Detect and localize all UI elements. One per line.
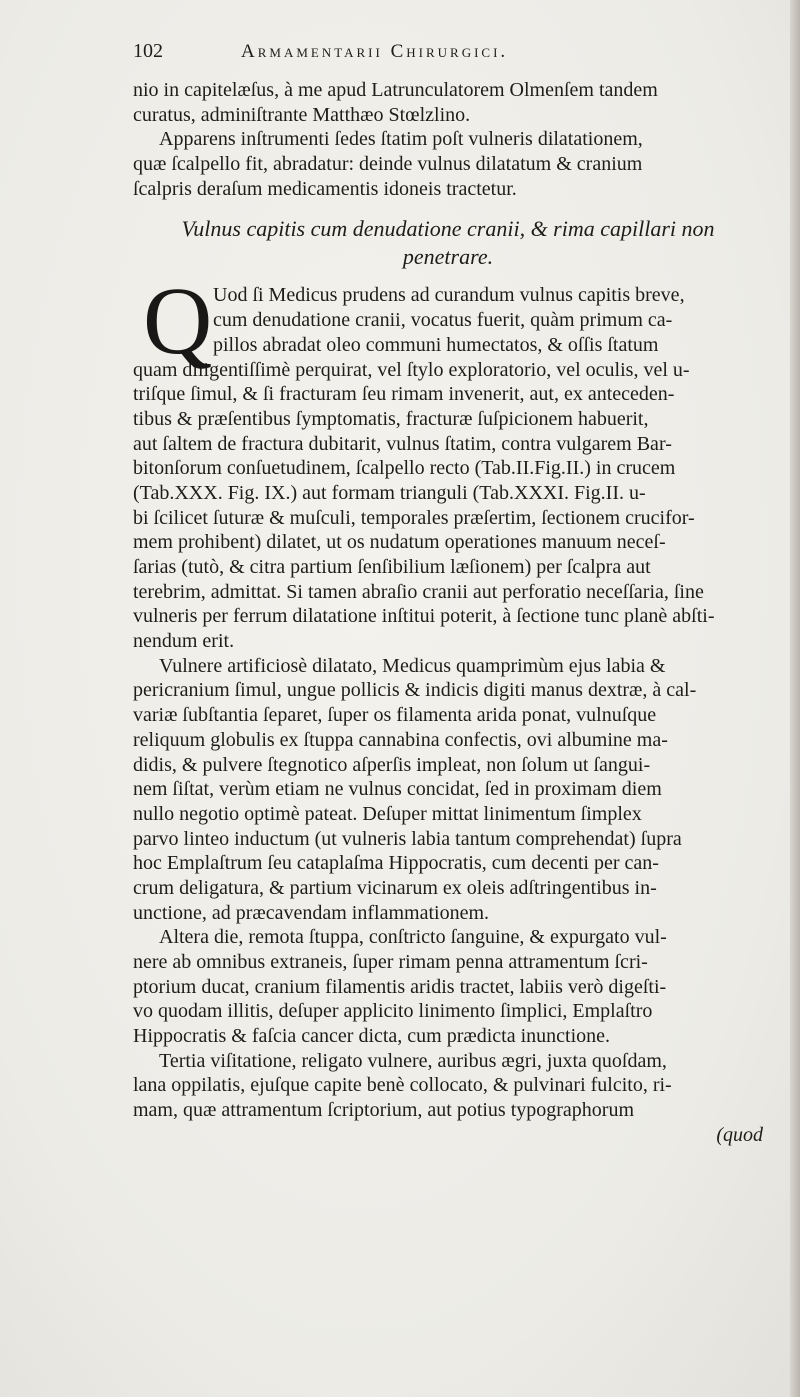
text-line: nio in capitelæſus, à me apud Latrunculatorem Olmenſem tandem [133,79,658,101]
text-line: crum deligatura, & partium vicinarum ex oleis adſtringentibus in- [133,876,657,899]
text-line: mem prohibent) dilatet, ut os nudatum operationes manuum neceſ- [133,531,666,554]
text-line: variæ ſubſtantia ſeparet, ſuper os filamenta arida ponat, vulnuſque [133,704,657,727]
text-line: Apparens inſtrumenti ſedes ſtatim poſt vulneris dilatationem, [159,128,643,151]
paragraph-apparens [133,127,763,201]
text-line: (Tab.XXX. Fig. IX.) aut formam trianguli (Tab.XXXI. Fig.II. u- [133,481,646,504]
page-number: 102 [133,40,163,62]
text-line: bitonſorum conſuetudinem, ſcalpello recto (Tab.II.Fig.II.) in crucem [133,457,676,480]
text-line: Hippocratis & faſcia cancer dicta, cum prædicta inunctione. [133,1025,611,1048]
text-line: parvo linteo inductum (ut vulneris labia tantum comprehendat) ſupra [133,827,682,850]
paragraph-quod [133,267,763,653]
text-line: ſarias (tutò, & citra partium ſenſibilium læſionem) per ſcalpra aut [133,556,651,578]
text-line: ſcalpris deraſum medicamentis idoneis tractetur. [133,177,517,200]
text-line: reliquum globulis ex ſtuppa cannabina confectis, ovi albumine ma- [133,728,668,751]
text-line: tibus & præſentibus ſymptomatis, fracturæ ſuſpicionem habuerit, [133,407,649,430]
text-line: triſque ſimul, & ſi fracturam ſeu rimam invenerit, aut, ex anteceden- [133,383,675,406]
text-line: nendum erit. [133,630,235,653]
running-head [133,40,763,78]
running-title: Armamentarii Chirurgici. [241,41,509,62]
paragraph-vulnere [133,654,763,926]
text-line: ptorium ducat, cranium filamentis aridis tractet, labiis verò digeſti- [133,975,667,998]
section-heading-line-2: penetrare. [402,244,494,270]
text-line: vo quodam illitis, deſuper applicito linimento ſimplici, Emplaſtro [133,1000,653,1023]
paragraph-top [133,78,763,127]
text-line: nere ab omnibus extraneis, ſuper rimam penna attramentum ſcri- [133,951,648,973]
page-binding-edge [790,0,800,1397]
section-heading-line-1: Vulnus capitis cum denudatione cranii, & rima capillari non [181,216,715,242]
text-line: hoc Emplaſtrum ſeu cataplaſma Hippocratis, cum decenti per can- [133,852,659,875]
text-line: Uod ſi Medicus prudens ad curandum vulnus capitis breve, [213,284,685,307]
text-line: pillos abradat oleo communi humectatos, & oſſis ſtatum [213,333,659,356]
text-line: pericranium ſimul, ungue pollicis & indicis digiti manus dextræ, à cal- [133,679,697,702]
drop-cap-letter: Q [143,267,213,375]
text-line: nem ſiſtat, verùm etiam ne vulnus concidat, ſed in proximam diem [133,778,662,801]
text-line: aut ſaltem de fractura dubitarit, vulnus ſtatim, contra vulgarem Bar- [133,432,672,455]
text-line: mam, quæ attramentum ſcriptorium, aut potius typographorum [133,1099,635,1122]
text-line: nullo negotio optimè pateat. Deſuper mittat linimentum ſimplex [133,802,642,825]
text-line: Vulnere artificiosè dilatato, Medicus quamprimùm ejus labia & [159,654,666,677]
text-line: curatus, adminiſtrante Matthæo Stœlzlino. [133,103,471,126]
text-line: didis, & pulvere ſtegnotico aſperſis impleat, non ſolum ut ſangui- [133,753,651,776]
text-line: terebrim, admittat. Si tamen abraſio cranii aut perforatio neceſſaria, ſine [133,580,704,603]
text-line: cum denudatione cranii, vocatus fuerit, quàm primum ca- [213,309,673,332]
catchword: (quod [716,1123,763,1146]
text-line: vulneris per ferrum dilatatione inſtitui poterit, à ſectione tunc planè abſti- [133,605,715,628]
paragraph-altera [133,925,763,1048]
paragraph-tertia [133,1049,763,1123]
text-line: quam diligentiſſimè perquirat, vel ſtylo exploratorio, vel oculis, vel u- [133,358,690,381]
text-line: Altera die, remota ſtuppa, conſtricto ſanguine, & expurgato vul- [159,926,667,949]
text-line: bi ſcilicet ſuturæ & muſculi, temporales præſertim, ſectionem crucifor- [133,506,695,529]
text-block [133,40,763,1148]
text-line: Tertia viſitatione, religato vulnere, auribus ægri, juxta quoſdam, [159,1049,667,1072]
text-line: quæ ſcalpello fit, abradatur: deinde vulnus dilatatum & cranium [133,153,643,176]
text-line: unctione, ad præcavendam inflammationem. [133,901,489,924]
text-line: lana oppilatis, ejuſque capite benè collocato, & pulvinari fulcito, ri- [133,1074,672,1097]
